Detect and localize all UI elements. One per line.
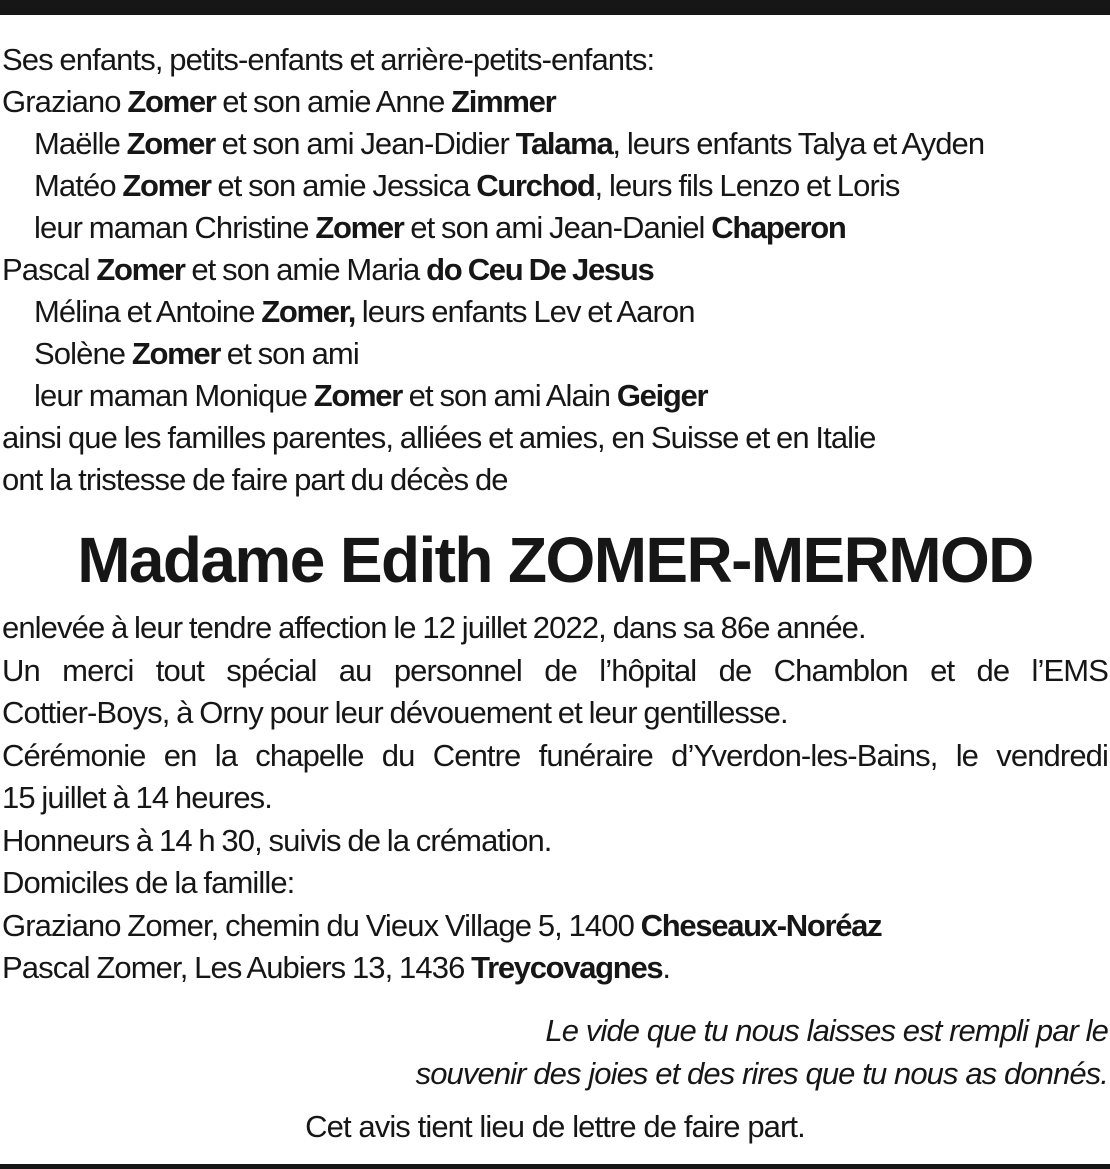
surname-text: Zomer	[96, 252, 185, 287]
quote-line-2: souvenir des joies et des rires que tu nous as donnés.	[415, 1056, 1108, 1091]
domicile-1-address: Graziano Zomer, chemin du Vieux Village 5, 1400	[2, 907, 641, 943]
member-text: Solène	[34, 336, 132, 371]
member-text: et son ami Alain	[401, 378, 617, 413]
obituary-details	[2, 607, 1108, 990]
surname-text: Zomer	[313, 378, 402, 413]
family-member-line	[2, 81, 1108, 123]
family-member-line	[2, 207, 1108, 249]
surname-text: Zomer	[315, 210, 404, 245]
member-text: leur maman Monique	[34, 378, 314, 413]
domicile-2-address: Pascal Zomer, Les Aubiers 13, 1436	[2, 950, 472, 985]
surname-text: Zomer	[122, 168, 211, 203]
domicile-2-town: Treycovagnes	[471, 950, 663, 985]
family-announcement	[2, 39, 1108, 501]
surname-text: do Ceu De Jesus	[426, 252, 654, 287]
family-member-line	[2, 249, 1108, 291]
member-text: et son ami Jean-Didier	[214, 126, 516, 161]
member-text: et son ami Jean-Daniel	[403, 210, 712, 245]
deceased-name: Madame Edith ZOMER-MERMOD	[77, 524, 1033, 596]
domicile-address-2	[2, 947, 1108, 990]
member-text: Graziano	[2, 84, 128, 119]
member-text: leurs enfants Lev et Aaron	[355, 294, 695, 329]
member-text: et son amie Anne	[215, 84, 452, 119]
surname-text: Zomer	[126, 126, 215, 161]
surname-text: Curchod	[476, 168, 595, 203]
thanks-line-1: Un merci tout spécial au personnel de l’hôpital de Chamblon et de l’EMS	[2, 652, 1108, 688]
member-text: Mélina et Antoine	[34, 294, 262, 329]
domicile-1-town: Cheseaux-Noréaz	[640, 907, 882, 943]
surname-text: Talama	[515, 126, 613, 161]
surname-text: Geiger	[616, 378, 708, 413]
member-text: Matéo	[34, 168, 123, 203]
member-text: Maëlle	[34, 126, 127, 161]
family-member-line	[2, 333, 1108, 375]
member-text: et son ami	[220, 336, 359, 371]
ceremony-line-1: Cérémonie en la chapelle du Centre funéraire d’Yverdon-les-Bains, le vendredi	[2, 737, 1108, 773]
honours-notice: Honneurs à 14 h 30, suivis de la crémation.	[2, 822, 552, 858]
family-member-line	[2, 165, 1108, 207]
ceremony-line-2: 15 juillet à 14 heures.	[2, 780, 272, 815]
member-text: Pascal	[2, 252, 97, 287]
member-text: et son amie Jessica	[210, 168, 477, 203]
closing-notice: Cet avis tient lieu de lettre de faire part.	[305, 1109, 805, 1144]
family-relatives-line: ainsi que les familles parentes, alliées et amies, en Suisse et en Italie	[2, 420, 876, 455]
domiciles-label: Domiciles de la famille:	[2, 865, 295, 900]
surname-text: Zomer	[131, 336, 221, 371]
family-member-line	[2, 375, 1108, 417]
member-text: , leurs enfants Talya et Ayden	[612, 126, 985, 161]
top-border-rule	[0, 0, 1110, 15]
surname-text: Zomer	[127, 84, 216, 119]
member-text: et son amie Maria	[184, 252, 427, 287]
surname-text: Zimmer	[451, 84, 556, 119]
bottom-border-rule	[0, 1164, 1110, 1169]
domicile-2-period: .	[662, 950, 671, 985]
family-member-line	[2, 291, 1108, 333]
member-text: leur maman Christine	[34, 210, 316, 245]
memorial-quote	[208, 1009, 1108, 1095]
family-member-list	[2, 81, 1108, 417]
thanks-line-2: Cottier-Boys, à Orny pour leur dévouement et leur gentillesse.	[2, 695, 788, 730]
surname-text: Chaperon	[711, 210, 846, 245]
domicile-address-1	[2, 905, 1108, 948]
member-text: , leurs fils Lenzo et Loris	[594, 168, 900, 203]
family-intro: Ses enfants, petits-enfants et arrière-petits-enfants:	[2, 42, 655, 77]
surname-text: Zomer,	[261, 294, 356, 329]
quote-line-1: Le vide que tu nous laisses est rempli par le	[545, 1013, 1108, 1048]
family-member-line	[2, 123, 1108, 165]
passing-notice: enlevée à leur tendre affection le 12 juillet 2022, dans sa 86e année.	[2, 610, 866, 645]
family-announcement-line: ont la tristesse de faire part du décès de	[2, 462, 508, 497]
